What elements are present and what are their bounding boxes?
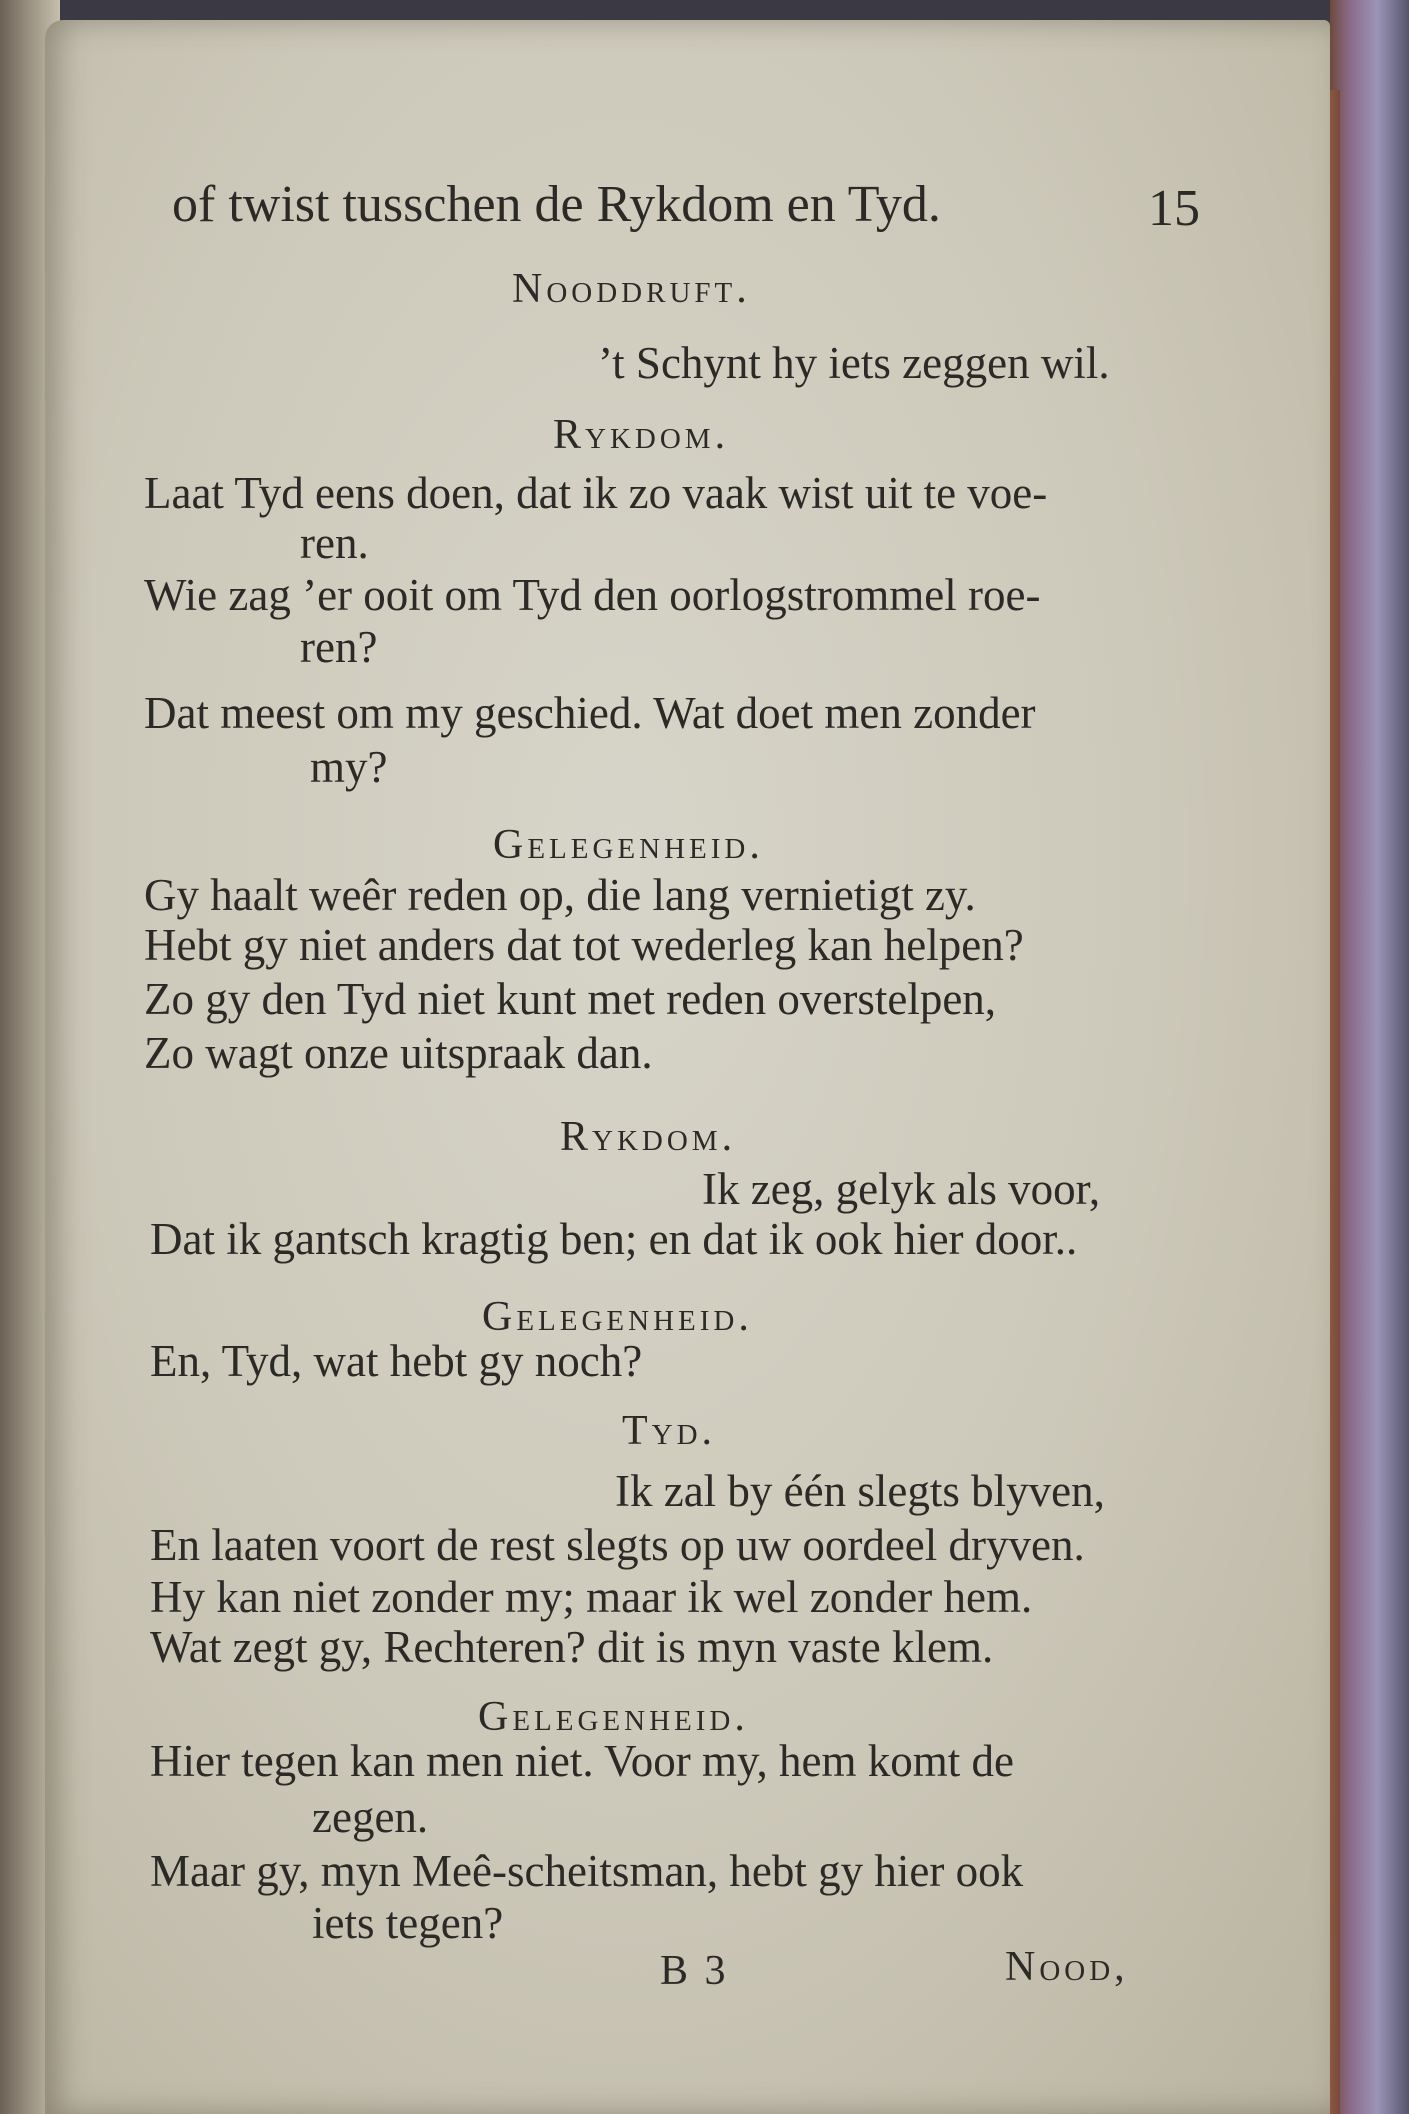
signature-mark: B 3: [660, 1948, 729, 1994]
page-number: 15: [1148, 180, 1200, 237]
speaker-label: Rykdom.: [560, 1114, 737, 1160]
running-head: of twist tusschen de Rykdom en Tyd.: [172, 176, 941, 233]
verse-line: Laat Tyd eens doen, dat ik zo vaak wist uit te voe-: [144, 468, 1048, 518]
verse-line: Maar gy, myn Meê-scheitsman, hebt gy hier ook: [150, 1846, 1024, 1896]
speaker-label: Gelegenheid.: [478, 1694, 749, 1740]
verse-line: Hy kan niet zonder my; maar ik wel zonder hem.: [150, 1572, 1033, 1622]
verse-line: En laaten voort de rest slegts op uw oordeel dryven.: [150, 1520, 1085, 1570]
verse-line: Wat zegt gy, Rechteren? dit is myn vaste klem.: [150, 1622, 994, 1672]
verse-line: Gy haalt weêr reden op, die lang vernietigt zy.: [144, 870, 976, 920]
verse-line: Dat meest om my geschied. Wat doet men zonder: [144, 688, 1036, 738]
speaker-label: Gelegenheid.: [493, 822, 764, 868]
verse-line: zegen.: [312, 1792, 429, 1842]
verse-line: Zo gy den Tyd niet kunt met reden overstelpen,: [144, 974, 997, 1024]
verse-line: iets tegen?: [312, 1898, 504, 1948]
verse-line: my?: [310, 742, 388, 792]
verse-line: Ik zeg, gelyk als voor,: [702, 1164, 1101, 1214]
verse-line: ren?: [300, 622, 378, 672]
verse-line: ren.: [300, 518, 369, 568]
verse-line: Dat ik gantsch kragtig ben; en dat ik ook hier door..: [150, 1214, 1078, 1264]
verse-line: ’t Schynt hy iets zeggen wil.: [598, 338, 1110, 388]
verse-line: Ik zal by één slegts blyven,: [615, 1466, 1105, 1516]
speaker-label: Rykdom.: [553, 412, 730, 458]
speaker-label: Gelegenheid.: [482, 1294, 753, 1340]
verse-line: Zo wagt onze uitspraak dan.: [144, 1028, 653, 1078]
speaker-label: Nooddruft.: [512, 266, 751, 312]
catchword: Nood,: [1005, 1944, 1129, 1990]
verse-line: En, Tyd, wat hebt gy noch?: [150, 1336, 643, 1386]
verse-line: Hier tegen kan men niet. Voor my, hem komt de: [150, 1736, 1014, 1786]
verse-line: Wie zag ’er ooit om Tyd den oorlogstrommel roe-: [144, 570, 1041, 620]
background-fabric: [1330, 0, 1409, 2114]
verse-line: Hebt gy niet anders dat tot wederleg kan helpen?: [144, 920, 1024, 970]
speaker-label: Tyd.: [622, 1408, 717, 1454]
